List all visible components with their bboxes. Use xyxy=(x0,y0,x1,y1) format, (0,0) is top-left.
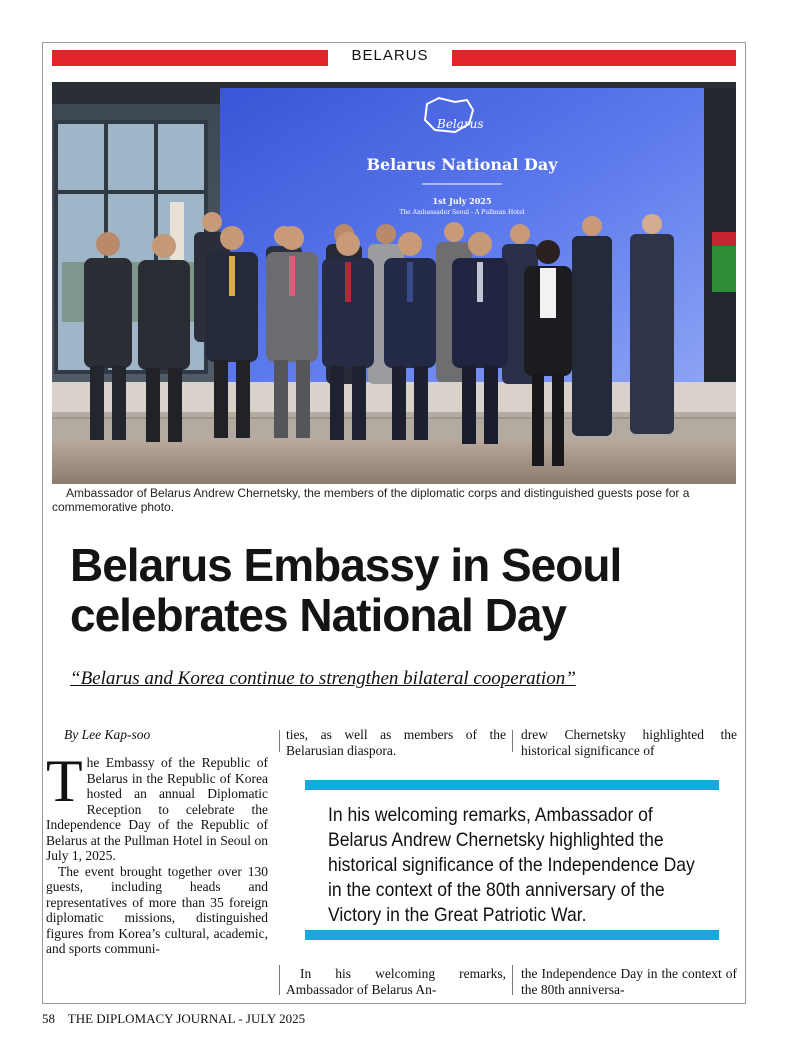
column-2-top xyxy=(286,727,506,758)
column-1-paragraph-1 xyxy=(46,748,268,864)
column-divider xyxy=(279,730,280,752)
banner-venue: The Ambassador Seoul - A Pullman Hotel xyxy=(399,209,525,216)
column-divider xyxy=(279,965,280,995)
column-3-bottom xyxy=(521,966,737,997)
column-2-bottom-text: In his welcoming remarks, Ambassador of Belarus An- xyxy=(286,966,506,997)
drop-cap: T xyxy=(46,748,83,814)
group-photo xyxy=(52,82,736,484)
column-1 xyxy=(46,748,268,957)
banner-logo: Belarus xyxy=(437,117,484,131)
byline: By Lee Kap-soo xyxy=(64,727,151,742)
column-3-top xyxy=(521,727,737,758)
pull-quote: In his welcoming remarks, Ambassador of Belarus Andrew Chernetsky highlighted the historical significance of the Independence Day in the context of the 80th anniversary of the Victory in the Great Patriotic War. xyxy=(328,804,695,926)
column-2-top-text: ties, as well as members of the Belarusian diaspora. xyxy=(286,727,506,758)
column-divider xyxy=(512,730,513,752)
pull-quote-rule-bottom xyxy=(305,930,719,940)
banner-date: 1st July 2025 xyxy=(432,196,492,206)
section-bar-left xyxy=(52,50,328,66)
article-headline: Belarus Embassy in Seoul celebrates National Day xyxy=(70,539,622,641)
banner-title: Belarus National Day xyxy=(366,155,558,174)
photo-caption: Ambassador of Belarus Andrew Chernetsky, the members of the diplomatic corps and distinguished guests pose for a commemorative photo. xyxy=(52,486,690,514)
pull-quote-rule-top xyxy=(305,780,719,790)
section-bar-right xyxy=(452,50,736,66)
column-3-bottom-text: the Independence Day in the context of the 80th anniversa- xyxy=(521,966,737,997)
column-2-bottom xyxy=(286,966,506,997)
column-3-top-text: drew Chernetsky highlighted the historical significance of xyxy=(521,727,737,758)
section-label: BELARUS xyxy=(351,47,429,64)
article-subhead: “Belarus and Korea continue to strengthen bilateral cooperation” xyxy=(70,668,576,689)
column-1-text: he Embassy of the Republic of Belarus in the Republic of Korea hosted an annual Diplomatic Reception to celebrate the Independence Day of the Republic of Belarus at the Pullman Hotel in Seoul on July 1, 2025. xyxy=(46,755,268,863)
page-footer: 58 THE DIPLOMACY JOURNAL - JULY 2025 xyxy=(42,1011,306,1026)
column-divider xyxy=(512,965,513,995)
column-1-paragraph-2: The event brought together over 130 guests, including heads and representatives of more than 35 foreign diplomatic missions, distinguished figures from Korea’s cultural, academic, and sports communi- xyxy=(46,863,268,956)
